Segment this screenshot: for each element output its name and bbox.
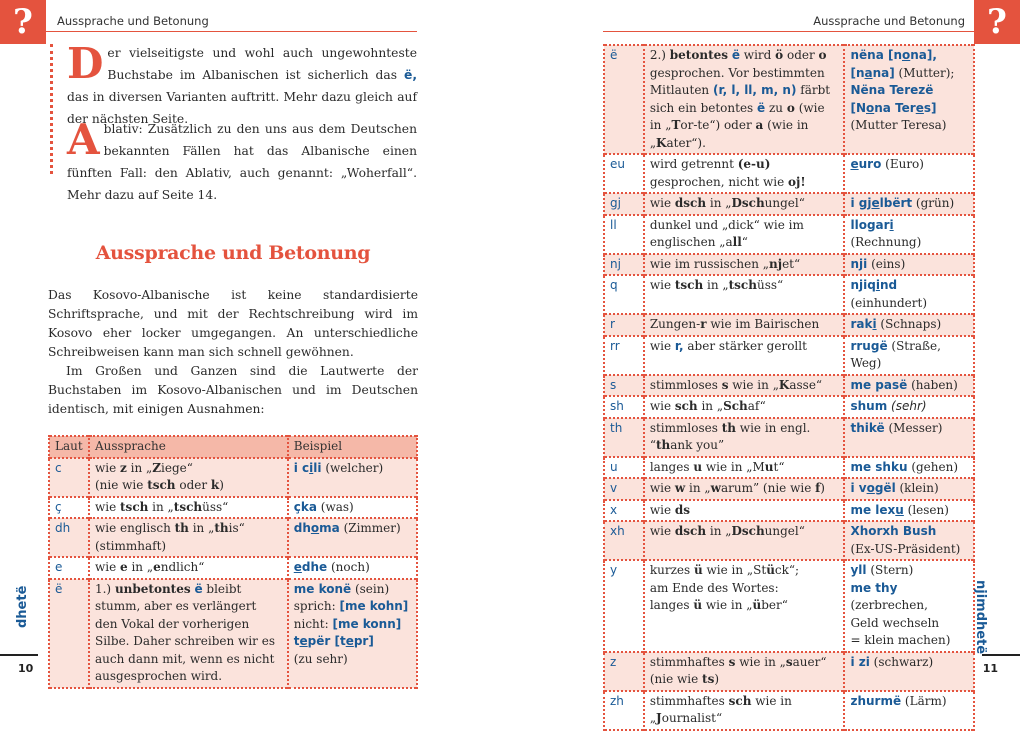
beispiel-cell: Xhorxh Bush (Ex-US-Präsident)	[844, 521, 974, 560]
aussprache-cell: wie dsch in „Dschungel“	[644, 521, 845, 560]
table-row	[49, 518, 417, 557]
running-head: Aussprache und Betonung	[57, 14, 209, 28]
table-row	[604, 193, 974, 215]
left-page	[0, 0, 510, 696]
aussprache-cell: stimmhaftes s wie in „sauer“ (nie wie ts)	[644, 652, 845, 691]
aussprache-cell: wie r, aber stärker gerollt	[644, 336, 845, 375]
table-row	[604, 521, 974, 560]
beispiel-cell: thikë (Messer)	[844, 418, 974, 457]
table-row	[604, 500, 974, 522]
aussprache-cell: wie englisch th in „this“ (stimmhaft)	[89, 518, 288, 557]
beispiel-cell: me lexu (lesen)	[844, 500, 974, 522]
beispiel-cell: i vogël (klein)	[844, 478, 974, 500]
table-row	[49, 579, 417, 688]
header-rule	[603, 31, 974, 32]
beispiel-cell: i zi (schwarz)	[844, 652, 974, 691]
aussprache-cell: 2.) betontes ë wird ö oder o gesprochen. Vor bestimmten Mitlauten (r, l, ll, m, n) färbt sich ein betontes ë zu o (wie in „Tor-te“) oder a (wie in „Kater“).	[644, 45, 845, 154]
table-row	[604, 45, 974, 154]
beispiel-cell: edhe (noch)	[288, 557, 417, 579]
beispiel-cell: rrugë (Straße, Weg)	[844, 336, 974, 375]
laut-cell: nj	[604, 254, 644, 276]
page-number-rule	[982, 654, 1020, 656]
laut-cell: dh	[49, 518, 89, 557]
beispiel-cell: me konë (sein) sprich: [me kohn] nicht: [me konn] tepër [tepr] (zu sehr)	[288, 579, 417, 688]
aussprache-cell: stimmloses th wie in engl. “thank you”	[644, 418, 845, 457]
beispiel-cell: me pasë (haben)	[844, 375, 974, 397]
table-row	[604, 275, 974, 314]
aussprache-cell: stimmhaftes sch wie in „Journalist“	[644, 691, 845, 730]
table-row	[604, 652, 974, 691]
question-mark-icon: ?	[974, 0, 1020, 44]
intro-paragraph-ablativ	[67, 115, 417, 206]
dotted-margin-line	[50, 44, 53, 174]
right-page	[510, 0, 1020, 725]
aussprache-cell: stimmloses s wie in „Kasse“	[644, 375, 845, 397]
page-number: 11	[982, 662, 998, 675]
beispiel-cell: zhurmë (Lärm)	[844, 691, 974, 730]
aussprache-cell: Zungen-r wie im Bairischen	[644, 314, 845, 336]
drop-cap: D	[67, 39, 104, 88]
laut-cell: sh	[604, 396, 644, 418]
header-rule	[46, 31, 417, 32]
beispiel-cell: euro (Euro)	[844, 154, 974, 193]
paragraph: Im Großen und Ganzen sind die Lautwerte der Buchstaben im Kosovo-Albanischen und im Deutschen identisch, mit einigen Ausnahmen:	[48, 364, 418, 416]
aussprache-cell: wie tsch in „tschüss“	[89, 497, 288, 519]
table-row	[604, 375, 974, 397]
body-text	[48, 286, 418, 419]
table-row	[604, 254, 974, 276]
question-mark-icon: ?	[0, 0, 46, 44]
table-row	[604, 215, 974, 254]
aussprache-cell: wird getrennt (e-u) gesprochen, nicht wie oj!	[644, 154, 845, 193]
intro-text: blativ: Zusätzlich zu den uns aus dem Deutschen bekannten Fällen hat das Albanische einen fünften Fall: den Ablativ, auch genannt: „Woherfall“. Mehr dazu auf Seite 14.	[67, 122, 417, 202]
beispiel-cell: raki (Schnaps)	[844, 314, 974, 336]
table-row	[604, 154, 974, 193]
table-row	[49, 557, 417, 579]
table-row	[604, 396, 974, 418]
aussprache-cell: 1.) unbetontes ë bleibt stumm, aber es verlängert den Vokal der vorherigen Silbe. Daher schreiben wir es auch dann mit, wenn es nicht ausgesprochen wird.	[89, 579, 288, 688]
table-row	[49, 497, 417, 519]
laut-cell: ç	[49, 497, 89, 519]
aussprache-cell: wie ds	[644, 500, 845, 522]
beispiel-cell: i gjelbërt (grün)	[844, 193, 974, 215]
beispiel-cell: nëna [nona], [nana] (Mutter); Nëna Terezë [Nona Teres] (Mutter Teresa)	[844, 45, 974, 154]
aussprache-cell: wie z in „Ziege“ (nie wie tsch oder k)	[89, 458, 288, 497]
aussprache-cell: wie e in „endlich“	[89, 557, 288, 579]
aussprache-cell: wie im russischen „njet“	[644, 254, 845, 276]
aussprache-cell: wie w in „warum” (nie wie f)	[644, 478, 845, 500]
header-aussprache: Aussprache	[89, 436, 288, 458]
laut-cell: y	[604, 560, 644, 652]
laut-cell: v	[604, 478, 644, 500]
running-head: Aussprache und Betonung	[813, 14, 965, 28]
laut-cell: ë	[49, 579, 89, 688]
table-row	[604, 418, 974, 457]
side-number-word: dhetë	[15, 585, 30, 628]
page-number: 10	[18, 662, 34, 675]
table-row	[604, 691, 974, 730]
header-beispiel: Beispiel	[288, 436, 417, 458]
highlight-letter: ë,	[403, 68, 417, 82]
laut-cell: gj	[604, 193, 644, 215]
laut-cell: u	[604, 457, 644, 479]
side-number-word: njimdhetë	[973, 580, 988, 655]
laut-cell: x	[604, 500, 644, 522]
beispiel-cell: me shku (gehen)	[844, 457, 974, 479]
table-row	[604, 560, 974, 652]
laut-cell: r	[604, 314, 644, 336]
laut-cell: rr	[604, 336, 644, 375]
pronunciation-table-left	[48, 435, 418, 689]
table-row	[604, 336, 974, 375]
laut-cell: ll	[604, 215, 644, 254]
beispiel-cell: shum (sehr)	[844, 396, 974, 418]
page-number-rule	[0, 654, 38, 656]
beispiel-cell: i cili (welcher)	[288, 458, 417, 497]
beispiel-cell: dhoma (Zimmer)	[288, 518, 417, 557]
beispiel-cell: yll (Stern) me thy (zerbrechen, Geld wechseln = klein machen)	[844, 560, 974, 652]
laut-cell: s	[604, 375, 644, 397]
table-row	[604, 457, 974, 479]
beispiel-cell: çka (was)	[288, 497, 417, 519]
aussprache-cell: wie tsch in „tschüss“	[644, 275, 845, 314]
table-header-row	[49, 436, 417, 458]
aussprache-cell: wie dsch in „Dschungel“	[644, 193, 845, 215]
beispiel-cell: nji (eins)	[844, 254, 974, 276]
laut-cell: q	[604, 275, 644, 314]
laut-cell: eu	[604, 154, 644, 193]
laut-cell: c	[49, 458, 89, 497]
laut-cell: z	[604, 652, 644, 691]
pronunciation-table-right	[603, 44, 975, 731]
intro-paragraph-e	[67, 39, 417, 130]
drop-cap: A	[67, 115, 100, 164]
laut-cell: xh	[604, 521, 644, 560]
table-row	[604, 314, 974, 336]
beispiel-cell: njiqind (einhundert)	[844, 275, 974, 314]
beispiel-cell: llogari (Rechnung)	[844, 215, 974, 254]
intro-text-end: das in diversen Varianten auftritt. Mehr dazu gleich auf der nächsten Seite.	[67, 90, 417, 126]
laut-cell: zh	[604, 691, 644, 730]
laut-cell: e	[49, 557, 89, 579]
aussprache-cell: langes u wie in „Mut“	[644, 457, 845, 479]
table-row	[49, 458, 417, 497]
intro-text: er vielseitigste und wohl auch ungewohnteste Buchstabe im Albanischen ist sicherlich das	[107, 46, 417, 82]
laut-cell: th	[604, 418, 644, 457]
section-title: Aussprache und Betonung	[95, 242, 371, 264]
laut-cell: ë	[604, 45, 644, 154]
paragraph: Das Kosovo-Albanische ist keine standardisierte Schriftsprache, und mit der Rechtschreibung wird im Kosovo eher locker umgegangen. An unterschiedliche Schreibweisen kann man sich schnell gewöhnen.	[48, 288, 418, 359]
aussprache-cell: kurzes ü wie in „Stück“; am Ende des Wortes: langes ü wie in „über“	[644, 560, 845, 652]
aussprache-cell: dunkel und „dick“ wie im englischen „all“	[644, 215, 845, 254]
header-laut: Laut	[49, 436, 89, 458]
aussprache-cell: wie sch in „Schaf“	[644, 396, 845, 418]
table-row	[604, 478, 974, 500]
